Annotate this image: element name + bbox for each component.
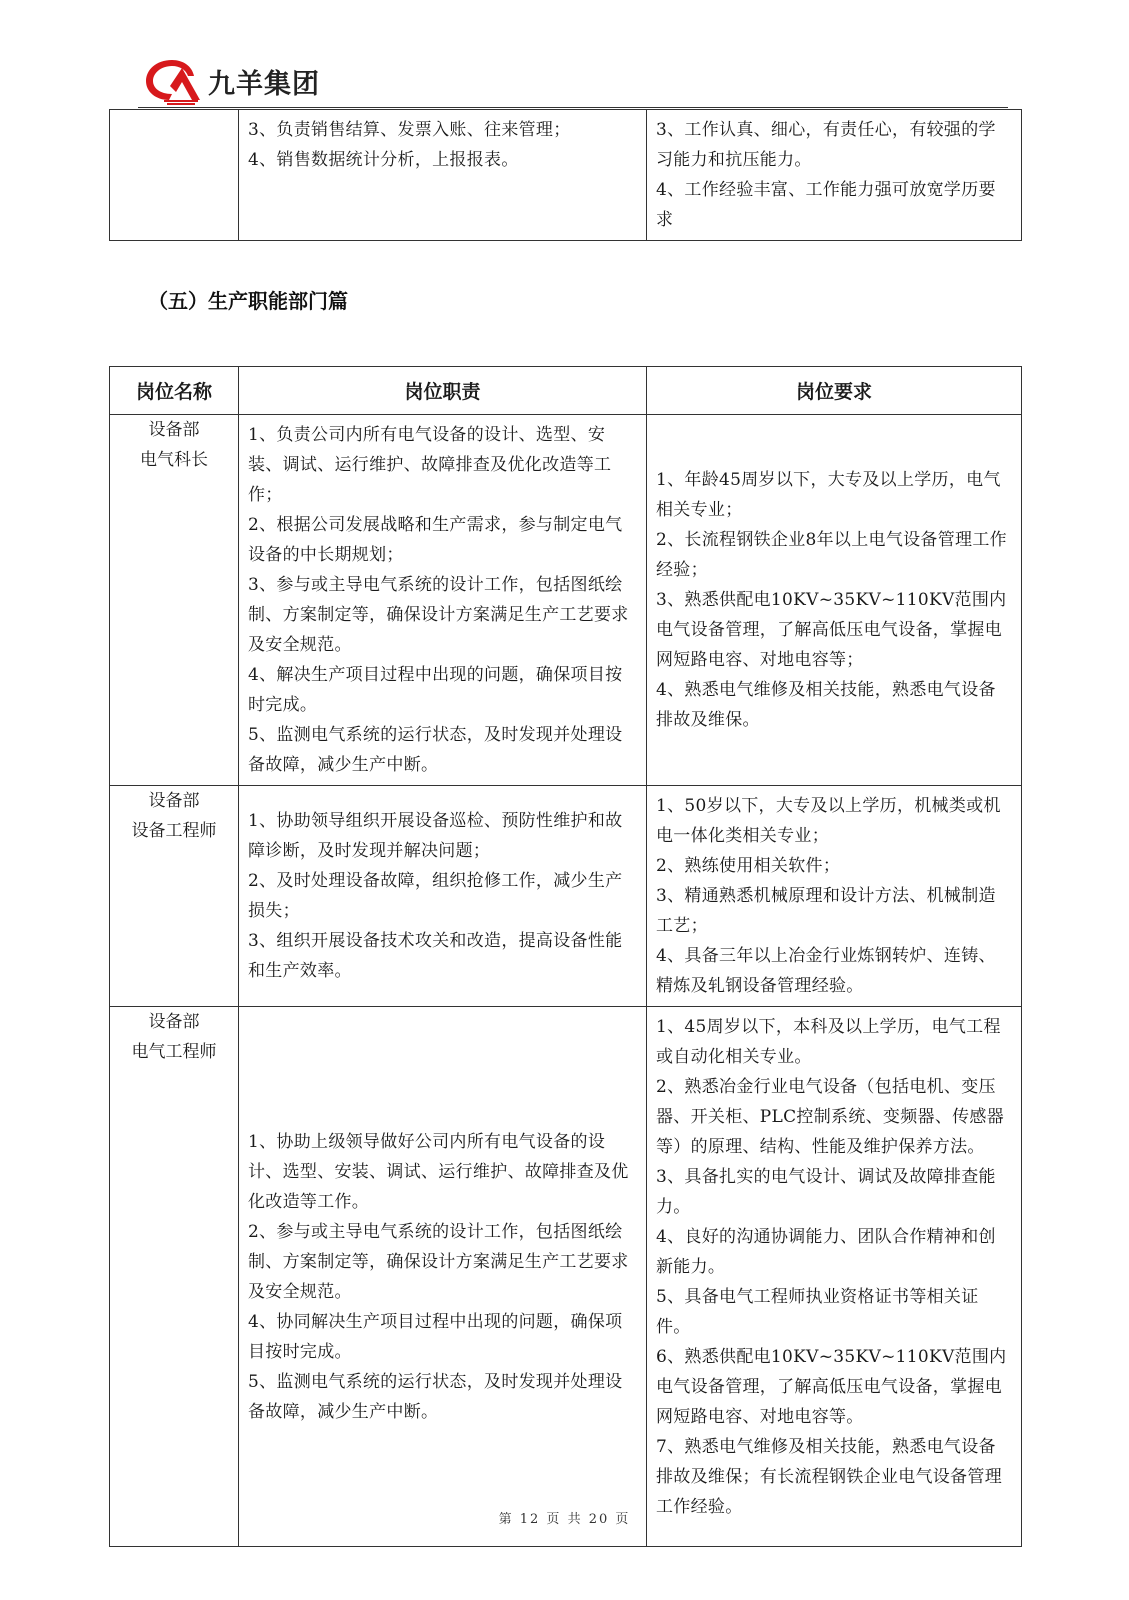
column-header-job-name: 岗位名称 (110, 367, 239, 415)
requirement-item: 3、工作认真、细心，有责任心，有较强的学习能力和抗压能力。 (656, 120, 996, 170)
job-table (109, 366, 1022, 1547)
duty-item: 4、解决生产项目过程中出现的问题，确保项目按时完成。 (248, 665, 623, 715)
header-divider (138, 107, 1008, 108)
duty-item: 2、根据公司发展战略和生产需求，参与制定电气设备的中长期规划； (248, 515, 623, 565)
duty-item: 1、协助上级领导做好公司内所有电气设备的设计、选型、安装、调试、运行维护、故障排查及优化改造等工作。 (248, 1131, 629, 1212)
department-label: 设备部 (148, 1012, 200, 1032)
duties-cell (239, 415, 647, 786)
position-label: 设备工程师 (131, 821, 217, 841)
requirement-item: 1、45周岁以下，本科及以上学历，电气工程或自动化相关专业。 (656, 1017, 1001, 1067)
requirement-item: 4、熟悉电气维修及相关技能，熟悉电气设备排故及维保。 (656, 680, 996, 730)
table-row (110, 786, 1022, 1007)
position-label: 电气工程师 (131, 1042, 217, 1062)
requirement-item: 4、具备三年以上冶金行业炼钢转炉、连铸、精炼及轧钢设备管理经验。 (656, 946, 996, 996)
requirement-item: 1、年龄45周岁以下，大专及以上学历，电气相关专业； (656, 470, 1001, 520)
requirement-item: 1、50岁以下，大专及以上学历，机械类或机电一体化类相关专业； (656, 796, 1001, 846)
table-row (110, 110, 1022, 241)
department-label: 设备部 (148, 791, 200, 811)
brand-name: 九羊集团 (208, 69, 320, 100)
requirement-item: 3、具备扎实的电气设计、调试及故障排查能力。 (656, 1167, 996, 1217)
jiuyang-logo-icon (142, 56, 202, 106)
table-row (110, 415, 1022, 786)
requirements-cell (647, 786, 1022, 1007)
requirements-cell (647, 415, 1022, 786)
requirement-item: 5、具备电气工程师执业资格证书等相关证件。 (656, 1287, 979, 1337)
requirements-cell (647, 1007, 1022, 1547)
requirement-item: 6、熟悉供配电10KV~35KV~110KV范围内电气设备管理，了解高低压电气设备，掌握电网短路电容、对地电容等。 (656, 1347, 1007, 1427)
duty-item: 5、监测电气系统的运行状态，及时发现并处理设备故障，减少生产中断。 (248, 1371, 623, 1422)
duty-item: 3、负责销售结算、发票入账、往来管理； (248, 120, 571, 140)
duty-item: 1、协助领导组织开展设备巡检、预防性维护和故障诊断，及时发现并解决问题； (248, 811, 623, 861)
requirement-item: 4、良好的沟通协调能力、团队合作精神和创新能力。 (656, 1227, 996, 1277)
duty-item: 2、及时处理设备故障，组织抢修工作，减少生产损失； (248, 871, 623, 921)
job-name-cell (110, 1007, 239, 1547)
job-name-cell (110, 415, 239, 786)
duty-item: 4、协同解决生产项目过程中出现的问题，确保项目按时完成。 (248, 1311, 623, 1362)
duties-cell (239, 110, 647, 241)
continued-job-table (109, 109, 1022, 241)
page-header (138, 52, 1008, 108)
duty-item: 3、组织开展设备技术攻关和改造，提高设备性能和生产效率。 (248, 931, 623, 981)
page-number: 第 12 页 共 20 页 (498, 1512, 631, 1527)
duty-item: 5、监测电气系统的运行状态，及时发现并处理设备故障，减少生产中断。 (248, 725, 623, 775)
duty-item: 2、参与或主导电气系统的设计工作，包括图纸绘制、方案制定等，确保设计方案满足生产工艺要求及安全规范。 (248, 1221, 629, 1302)
requirement-item: 4、工作经验丰富、工作能力强可放宽学历要求 (656, 180, 996, 230)
section-title: （五）生产职能部门篇 (148, 289, 348, 313)
job-name-cell (110, 110, 239, 241)
requirements-cell (647, 110, 1022, 241)
duty-item: 4、销售数据统计分析，上报报表。 (248, 150, 519, 170)
job-name-cell (110, 786, 239, 1007)
duties-cell (239, 1007, 647, 1547)
table-header-row (110, 367, 1022, 415)
duty-item: 3、参与或主导电气系统的设计工作，包括图纸绘制、方案制定等，确保设计方案满足生产工艺要求及安全规范。 (248, 575, 629, 655)
column-header-requirements: 岗位要求 (647, 367, 1022, 415)
requirement-item: 2、熟悉冶金行业电气设备（包括电机、变压器、开关柜、PLC控制系统、变频器、传感器等）的原理、结构、性能及维护保养方法。 (656, 1077, 1005, 1157)
table-row (110, 1007, 1022, 1547)
requirement-item: 7、熟悉电气维修及相关技能，熟悉电气设备排故及维保；有长流程钢铁企业电气设备管理工作经验。 (656, 1437, 1002, 1517)
column-header-duties: 岗位职责 (239, 367, 647, 415)
requirement-item: 3、熟悉供配电10KV~35KV~110KV范围内电气设备管理，了解高低压电气设备，掌握电网短路电容、对地电容等； (656, 590, 1007, 670)
position-label: 电气科长 (140, 450, 208, 470)
duty-item: 1、负责公司内所有电气设备的设计、选型、安装、调试、运行维护、故障排查及优化改造等工作； (248, 425, 612, 505)
requirement-item: 2、熟练使用相关软件； (656, 856, 841, 876)
duties-cell (239, 786, 647, 1007)
requirement-item: 3、精通熟悉机械原理和设计方法、机械制造工艺； (656, 886, 996, 936)
department-label: 设备部 (148, 420, 200, 440)
requirement-item: 2、长流程钢铁企业8年以上电气设备管理工作经验； (656, 530, 1007, 580)
